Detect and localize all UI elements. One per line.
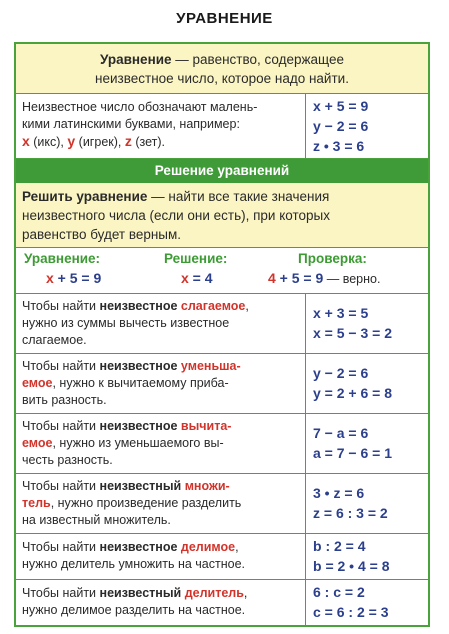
rule-text: Чтобы найти	[22, 479, 100, 493]
x-letter: x	[22, 133, 30, 149]
example-sol-rest: = 4	[188, 270, 213, 286]
notation-row	[16, 94, 428, 159]
x-reading: (икс),	[29, 135, 68, 149]
rule-text: на известный множитель.	[22, 513, 171, 527]
equation-heading: Уравнение:	[24, 251, 101, 266]
rule-highlight: уменьша-	[180, 359, 241, 373]
rule-solution: z = 6 : 3 = 2	[313, 505, 388, 521]
rule-highlight: делимое	[180, 540, 236, 554]
solving-definition	[16, 183, 428, 248]
example-check	[268, 270, 380, 286]
example-check-num: 4	[268, 270, 276, 286]
rule-text: нужно делимое разделить на частное.	[22, 603, 246, 617]
rule-highlight: тель	[22, 496, 51, 510]
rule-equation: 6 : c = 2	[313, 584, 365, 600]
rule-keyword: неизвестное	[99, 359, 181, 373]
rule-text: ,	[243, 586, 248, 600]
rule-text: ,	[235, 540, 239, 554]
rule-row-factor	[16, 474, 428, 534]
rule-text: честь разность.	[22, 453, 113, 467]
example-check-rest: + 5 = 9	[275, 270, 324, 286]
rule-text: вить разность.	[22, 393, 107, 407]
rule-highlight: делитель	[184, 586, 244, 600]
example-eq-rest: + 5 = 9	[53, 270, 102, 286]
rule-keyword: неизвестное	[99, 419, 181, 433]
solving-text-3: равенство будет верным.	[22, 227, 182, 242]
definition-block	[16, 44, 428, 94]
rule-equation: 7 − a = 6	[313, 425, 369, 441]
rule-text: , нужно из уменьшаемого вы-	[52, 436, 224, 450]
rule-keyword: неизвестный	[99, 586, 185, 600]
notation-example: z • 3 = 6	[313, 138, 365, 154]
example-equation	[46, 270, 101, 286]
rule-keyword: неизвестное	[99, 540, 181, 554]
notation-example: y − 2 = 6	[313, 118, 369, 134]
solving-term: Решить уравнение	[22, 189, 148, 204]
notation-line-1: Неизвестное число обозначают малень-	[22, 100, 258, 114]
rule-text: нужно из суммы вычесть известное	[22, 316, 230, 330]
rule-row-addend	[16, 294, 428, 354]
z-letter: z	[124, 133, 132, 149]
rule-keyword: неизвестный	[99, 479, 185, 493]
z-reading: (зет).	[131, 135, 165, 149]
worked-example	[16, 248, 428, 294]
rule-text: слагаемое.	[22, 333, 87, 347]
rule-equation: y − 2 = 6	[313, 365, 369, 381]
rule-text: Чтобы найти	[22, 419, 100, 433]
rule-text: , нужно произведение разделить	[50, 496, 242, 510]
rule-row-dividend	[16, 534, 428, 580]
example-check-note: — верно.	[323, 272, 381, 286]
definition-text-2: неизвестное число, которое надо найти.	[95, 71, 349, 86]
rule-solution: y = 2 + 6 = 8	[313, 385, 393, 401]
rule-solution: b = 2 • 4 = 8	[313, 558, 390, 574]
solution-heading: Решение:	[164, 251, 228, 266]
page-title: УРАВНЕНИЕ	[176, 10, 273, 27]
rule-text: Чтобы найти	[22, 540, 100, 554]
rule-solution: a = 7 − 6 = 1	[313, 445, 393, 461]
solving-text-1: — найти все такие значения	[147, 189, 330, 204]
notation-example: x + 5 = 9	[313, 98, 369, 114]
rule-row-minuend	[16, 354, 428, 414]
rule-highlight: множи-	[184, 479, 230, 493]
rule-highlight: вычита-	[180, 419, 232, 433]
rule-highlight: слагаемое	[180, 299, 246, 313]
rule-text: , нужно к вычитаемому приба-	[52, 376, 229, 390]
rule-text: Чтобы найти	[22, 586, 100, 600]
example-sol-var: x	[181, 270, 189, 286]
notation-examples	[305, 94, 428, 158]
example-eq-var: x	[46, 270, 54, 286]
definition-text-1: — равенство, содержащее	[171, 52, 345, 67]
rule-highlight: емое	[22, 436, 53, 450]
example-solution	[181, 270, 213, 286]
y-reading: (игрек),	[75, 135, 125, 149]
rule-row-divisor	[16, 580, 428, 625]
rule-solution: x = 5 − 3 = 2	[313, 325, 393, 341]
rule-row-subtrahend	[16, 414, 428, 474]
notation-line-2: кими латинскими буквами, например:	[22, 117, 240, 131]
section-band: Решение уравнений	[16, 159, 428, 183]
rule-keyword: неизвестное	[99, 299, 181, 313]
rule-text: ,	[245, 299, 249, 313]
rule-equation: 3 • z = 6	[313, 485, 365, 501]
y-letter: y	[67, 133, 76, 149]
check-heading: Проверка:	[298, 251, 367, 266]
rule-text: нужно делитель умножить на частное.	[22, 557, 246, 571]
rule-highlight: емое	[22, 376, 53, 390]
rule-text: Чтобы найти	[22, 299, 100, 313]
rule-equation: x + 3 = 5	[313, 305, 369, 321]
solving-text-2: неизвестного числа (если они есть), при которых	[22, 208, 330, 223]
rule-equation: b : 2 = 4	[313, 538, 366, 554]
rule-solution: c = 6 : 2 = 3	[313, 604, 389, 620]
definition-term: Уравнение	[99, 52, 172, 67]
main-panel	[14, 42, 430, 627]
rule-text: Чтобы найти	[22, 359, 100, 373]
